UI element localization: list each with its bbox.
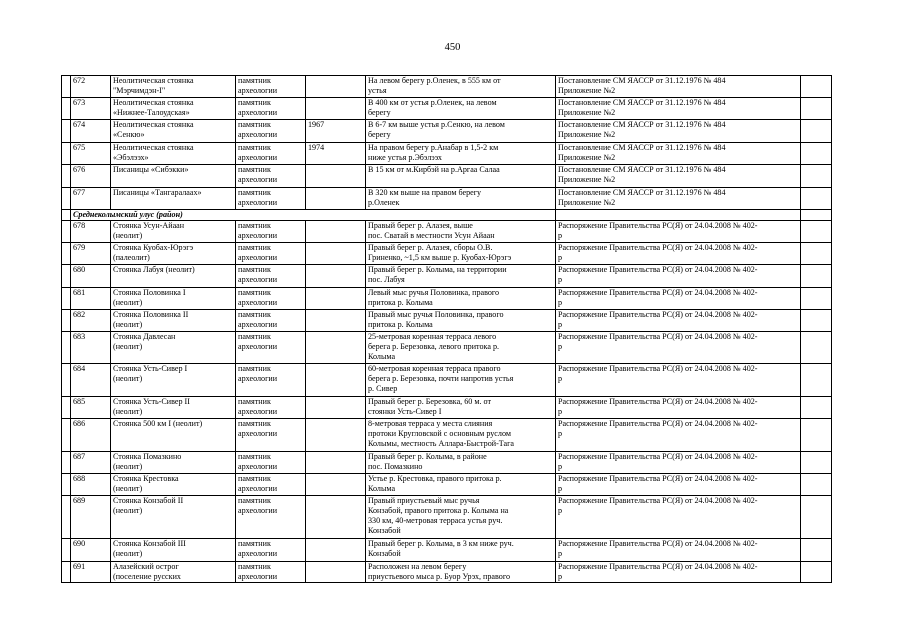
- discovery-year: [306, 419, 366, 452]
- monument-location: Правый берег р. Алазея, выше пос. Сватай в местности Усун Айаан: [366, 221, 556, 243]
- monument-location: Правый берег р. Березовка, 60 м. от стоянки Усть-Сивер I: [366, 397, 556, 419]
- discovery-year: [306, 310, 366, 332]
- monument-category: памятник археологии: [236, 120, 306, 143]
- table-row: [62, 221, 832, 243]
- discovery-year: [306, 364, 366, 397]
- legal-document: Постановление СМ ЯАССР от 31.12.1976 № 484 Приложение №2: [556, 165, 801, 188]
- monument-location: В 15 км от м.Кирбэй на р.Аргаа Салаа: [366, 165, 556, 188]
- monument-category: памятник археологии: [236, 332, 306, 364]
- left-margin-cell: [62, 288, 71, 310]
- table-row: [62, 243, 832, 265]
- discovery-year: [306, 496, 366, 539]
- monument-name: Стоянка Усун-Айаан (неолит): [111, 221, 236, 243]
- monument-category: памятник археологии: [236, 419, 306, 452]
- item-number: 684: [71, 364, 111, 397]
- left-margin-cell: [62, 539, 71, 562]
- legal-document: Распоряжение Правительства РС(Я) от 24.04.2008 № 402- р: [556, 496, 801, 539]
- monument-location: Правый приустьевый мыс ручья Конзабой, правого притока р. Колыма на 330 км, 40-метровая терраса устья руч. Конзабой: [366, 496, 556, 539]
- monument-name: Неолитическая стоянка "Мэрчимдэн-I": [111, 76, 236, 98]
- legal-document: Распоряжение Правительства РС(Я) от 24.04.2008 № 402- р: [556, 474, 801, 496]
- legal-document: Распоряжение Правительства РС(Я) от 24.04.2008 № 402- р: [556, 243, 801, 265]
- monument-location: В 6-7 км выше устья р.Сенкю, на левом берегу: [366, 120, 556, 143]
- right-margin-cell: [801, 364, 832, 397]
- monument-category: памятник археологии: [236, 143, 306, 165]
- monument-category: памятник археологии: [236, 539, 306, 562]
- section-title: Среднеколымский улус (район): [71, 210, 556, 221]
- right-margin-cell: [801, 562, 832, 583]
- monument-category: памятник археологии: [236, 265, 306, 288]
- page-number: 450: [444, 42, 461, 53]
- table-row: [62, 165, 832, 188]
- discovery-year: [306, 332, 366, 364]
- item-number: 683: [71, 332, 111, 364]
- item-number: 680: [71, 265, 111, 288]
- monument-location: Расположен на левом берегу приустьевого мыса р. Буор Урэх, правого: [366, 562, 556, 583]
- right-margin-cell: [801, 98, 832, 120]
- monument-category: памятник археологии: [236, 364, 306, 397]
- table-row: [62, 188, 832, 210]
- right-margin-cell: [801, 243, 832, 265]
- table-row: [62, 397, 832, 419]
- right-margin-cell: [801, 120, 832, 143]
- monument-location: В 400 км от устья р.Оленек, на левом берегу: [366, 98, 556, 120]
- right-margin-cell: [801, 474, 832, 496]
- left-margin-cell: [62, 120, 71, 143]
- monument-location: Правый берег р. Колыма, на территории пос. Лабуя: [366, 265, 556, 288]
- discovery-year: [306, 76, 366, 98]
- table-row: [62, 419, 832, 452]
- monument-name: Стоянка Конзабой III (неолит): [111, 539, 236, 562]
- monument-name: Стоянка 500 км I (неолит): [111, 419, 236, 452]
- table-row: [62, 332, 832, 364]
- left-margin-cell: [62, 562, 71, 583]
- discovery-year: [306, 98, 366, 120]
- right-margin-cell: [801, 165, 832, 188]
- right-margin-cell: [801, 452, 832, 474]
- discovery-year: [306, 243, 366, 265]
- monument-name: Писаницы «Сибэкки»: [111, 165, 236, 188]
- legal-document: Распоряжение Правительства РС(Я) от 24.04.2008 № 402- р: [556, 539, 801, 562]
- table-row: [62, 474, 832, 496]
- monument-location: Правый берег р. Алазея, сборы О.В. Гриненко, ~1,5 км выше р. Куобах-Юрэгэ: [366, 243, 556, 265]
- heritage-registry-table: [61, 75, 832, 583]
- table-row: [62, 539, 832, 562]
- right-margin-cell: [801, 188, 832, 210]
- left-margin-cell: [62, 310, 71, 332]
- discovery-year: [306, 165, 366, 188]
- item-number: 688: [71, 474, 111, 496]
- legal-document: Постановление СМ ЯАССР от 31.12.1976 № 484 Приложение №2: [556, 76, 801, 98]
- item-number: 682: [71, 310, 111, 332]
- item-number: 691: [71, 562, 111, 583]
- left-margin-cell: [62, 419, 71, 452]
- item-number: 674: [71, 120, 111, 143]
- discovery-year: 1974: [306, 143, 366, 165]
- monument-category: памятник археологии: [236, 188, 306, 210]
- monument-category: памятник археологии: [236, 452, 306, 474]
- monument-category: памятник археологии: [236, 221, 306, 243]
- monument-location: Правый берег р. Колыма, в районе пос. Помазкино: [366, 452, 556, 474]
- monument-name: Неолитическая стоянка «Нижнее-Талоудская»: [111, 98, 236, 120]
- table-row: [62, 288, 832, 310]
- monument-category: памятник археологии: [236, 288, 306, 310]
- item-number: 675: [71, 143, 111, 165]
- discovery-year: [306, 397, 366, 419]
- table-row: [62, 265, 832, 288]
- monument-category: памятник археологии: [236, 98, 306, 120]
- item-number: 686: [71, 419, 111, 452]
- monument-name: Стоянка Крестовка (неолит): [111, 474, 236, 496]
- right-margin-cell: [801, 310, 832, 332]
- monument-category: памятник археологии: [236, 165, 306, 188]
- item-number: 685: [71, 397, 111, 419]
- table-row: [62, 364, 832, 397]
- discovery-year: 1967: [306, 120, 366, 143]
- monument-category: памятник археологии: [236, 310, 306, 332]
- left-margin-cell: [62, 452, 71, 474]
- legal-document: Постановление СМ ЯАССР от 31.12.1976 № 484 Приложение №2: [556, 188, 801, 210]
- monument-category: памятник археологии: [236, 397, 306, 419]
- item-number: 690: [71, 539, 111, 562]
- section-header-row: [62, 210, 832, 221]
- monument-location: На левом берегу р.Оленек, в 555 км от устья: [366, 76, 556, 98]
- right-margin-cell: [801, 143, 832, 165]
- item-number: 672: [71, 76, 111, 98]
- left-margin-cell: [62, 474, 71, 496]
- monument-name: Стоянка Давлесан (неолит): [111, 332, 236, 364]
- discovery-year: [306, 452, 366, 474]
- monument-name: Стоянка Половинка I (неолит): [111, 288, 236, 310]
- discovery-year: [306, 265, 366, 288]
- item-number: 677: [71, 188, 111, 210]
- monument-name: Стоянка Конзабой II (неолит): [111, 496, 236, 539]
- left-margin-cell: [62, 98, 71, 120]
- item-number: 689: [71, 496, 111, 539]
- monument-location: 25-метровая коренная терраса левого берега р. Березовка, левого притока р. Колыма: [366, 332, 556, 364]
- left-margin-cell: [62, 265, 71, 288]
- table-body: [62, 76, 832, 583]
- legal-document: Распоряжение Правительства РС(Я) от 24.04.2008 № 402- р: [556, 310, 801, 332]
- left-margin-cell: [62, 243, 71, 265]
- right-margin-cell: [801, 496, 832, 539]
- right-margin-cell: [801, 419, 832, 452]
- left-margin-cell: [62, 210, 71, 221]
- right-margin-cell: [801, 397, 832, 419]
- monument-name: Стоянка Куобах-Юрэгэ (палеолит): [111, 243, 236, 265]
- legal-document: Распоряжение Правительства РС(Я) от 24.04.2008 № 402- р: [556, 419, 801, 452]
- table-row: [62, 310, 832, 332]
- discovery-year: [306, 539, 366, 562]
- left-margin-cell: [62, 496, 71, 539]
- monument-location: Правый мыс ручья Половинка, правого притока р. Колыма: [366, 310, 556, 332]
- legal-document: Распоряжение Правительства РС(Я) от 24.04.2008 № 402- р: [556, 332, 801, 364]
- discovery-year: [306, 288, 366, 310]
- monument-category: памятник археологии: [236, 76, 306, 98]
- right-margin-cell: [801, 265, 832, 288]
- monument-location: Левый мыс ручья Половинка, правого притока р. Колыма: [366, 288, 556, 310]
- left-margin-cell: [62, 76, 71, 98]
- table-row: [62, 120, 832, 143]
- item-number: 681: [71, 288, 111, 310]
- monument-name: Неолитическая стоянка «Сенкю»: [111, 120, 236, 143]
- right-margin-cell: [801, 539, 832, 562]
- legal-document: Распоряжение Правительства РС(Я) от 24.04.2008 № 402- р: [556, 265, 801, 288]
- right-margin-cell: [801, 221, 832, 243]
- right-margin-cell: [801, 288, 832, 310]
- monument-location: В 320 км выше на правом берегу р.Оленек: [366, 188, 556, 210]
- left-margin-cell: [62, 332, 71, 364]
- legal-document: Постановление СМ ЯАССР от 31.12.1976 № 484 Приложение №2: [556, 120, 801, 143]
- discovery-year: [306, 474, 366, 496]
- monument-category: памятник археологии: [236, 243, 306, 265]
- monument-category: памятник археологии: [236, 562, 306, 583]
- monument-name: Стоянка Лабуя (неолит): [111, 265, 236, 288]
- right-margin-cell: [801, 210, 832, 221]
- monument-location: На правом берегу р.Анабар в 1,5-2 км ниже устья р.Эбэлээх: [366, 143, 556, 165]
- legal-document: Распоряжение Правительства РС(Я) от 24.04.2008 № 402- р: [556, 397, 801, 419]
- item-number: 676: [71, 165, 111, 188]
- table-row: [62, 98, 832, 120]
- monument-location: 60-метровая коренная терраса правого берега р. Березовка, почти напротив устья р. Сивер: [366, 364, 556, 397]
- legal-document: Постановление СМ ЯАССР от 31.12.1976 № 484 Приложение №2: [556, 98, 801, 120]
- legal-document: Распоряжение Правительства РС(Я) от 24.04.2008 № 402- р: [556, 288, 801, 310]
- right-margin-cell: [801, 76, 832, 98]
- monument-name: Стоянка Усть-Сивер I (неолит): [111, 364, 236, 397]
- legal-document: Распоряжение Правительства РС(Я) от 24.04.2008 № 402- р: [556, 221, 801, 243]
- monument-name: Стоянка Половинка II (неолит): [111, 310, 236, 332]
- monument-location: 8-метровая терраса у места слияния протоки Кругловской с основным руслом Колымы, местность Аллара-Быстрой-Тага: [366, 419, 556, 452]
- item-number: 673: [71, 98, 111, 120]
- table-row: [62, 452, 832, 474]
- item-number: 687: [71, 452, 111, 474]
- discovery-year: [306, 221, 366, 243]
- monument-category: памятник археологии: [236, 496, 306, 539]
- left-margin-cell: [62, 397, 71, 419]
- monument-name: Неолитическая стоянка «Эбэлээх»: [111, 143, 236, 165]
- legal-document: Распоряжение Правительства РС(Я) от 24.04.2008 № 402- р: [556, 364, 801, 397]
- left-margin-cell: [62, 143, 71, 165]
- legal-document: Распоряжение Правительства РС(Я) от 24.04.2008 № 402- р: [556, 452, 801, 474]
- table-row: [62, 76, 832, 98]
- legal-document: Постановление СМ ЯАССР от 31.12.1976 № 484 Приложение №2: [556, 143, 801, 165]
- table-row: [62, 562, 832, 583]
- left-margin-cell: [62, 364, 71, 397]
- monument-location: Правый берег р. Колыма, в 3 км ниже руч. Конзабой: [366, 539, 556, 562]
- discovery-year: [306, 188, 366, 210]
- monument-name: Стоянка Усть-Сивер II (неолит): [111, 397, 236, 419]
- left-margin-cell: [62, 221, 71, 243]
- item-number: 679: [71, 243, 111, 265]
- legal-document: Распоряжение Правительства РС(Я) от 24.04.2008 № 402- р: [556, 562, 801, 583]
- monument-name: Писаницы «Тангаралаах»: [111, 188, 236, 210]
- document-cell: [556, 210, 801, 221]
- monument-category: памятник археологии: [236, 474, 306, 496]
- table-row: [62, 143, 832, 165]
- item-number: 678: [71, 221, 111, 243]
- monument-location: Устье р. Крестовка, правого притока р. Колыма: [366, 474, 556, 496]
- table-row: [62, 496, 832, 539]
- right-margin-cell: [801, 332, 832, 364]
- discovery-year: [306, 562, 366, 583]
- left-margin-cell: [62, 165, 71, 188]
- monument-name: Алазейский острог (поселение русских: [111, 562, 236, 583]
- left-margin-cell: [62, 188, 71, 210]
- monument-name: Стоянка Помазкино (неолит): [111, 452, 236, 474]
